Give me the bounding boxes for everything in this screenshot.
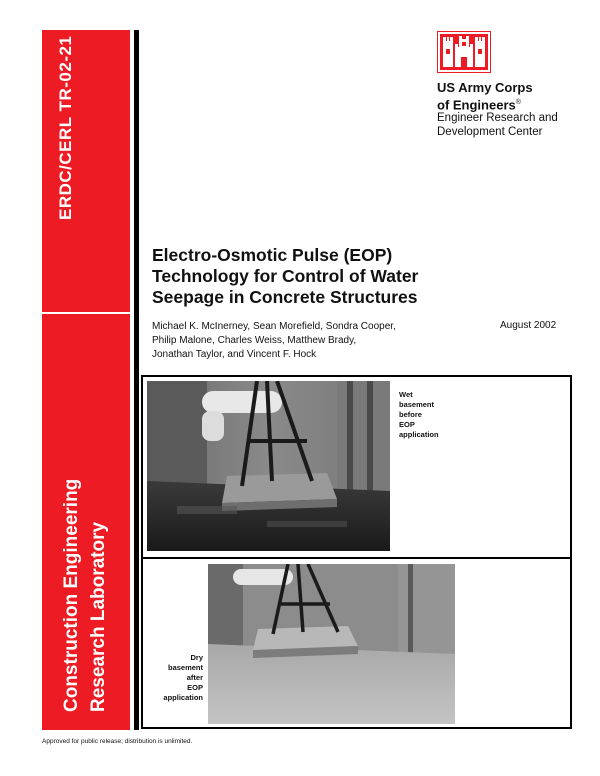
- registered-mark: ®: [515, 99, 521, 106]
- title-line1: Electro-Osmotic Pulse (EOP): [152, 245, 393, 265]
- release-statement: Approved for public release; distribution is unlimited.: [42, 738, 193, 745]
- vertical-rule: [134, 30, 139, 730]
- authors-line2: Philip Malone, Charles Weiss, Matthew Brady,: [152, 335, 357, 346]
- authors-line3: Jonathan Taylor, and Vincent F. Hock: [152, 349, 317, 360]
- wet-caption-line: application: [399, 430, 439, 439]
- dry-caption-line: application: [163, 693, 203, 702]
- report-title: [152, 245, 482, 308]
- castle-logo-icon: [437, 31, 491, 73]
- title-line3: Seepage in Concrete Structures: [152, 287, 418, 307]
- wet-caption-line: before: [399, 410, 422, 419]
- lab-name-line1: Construction Engineering: [61, 478, 82, 712]
- lab-name: [58, 412, 112, 712]
- sidebar-divider: [42, 312, 130, 314]
- report-number: ERDC/CERL TR-02-21: [56, 35, 75, 220]
- dry-basement-photo: [208, 564, 455, 724]
- photo-divider: [141, 557, 572, 559]
- authors-line1: Michael K. McInerney, Sean Morefield, Sondra Cooper,: [152, 321, 396, 332]
- title-line2: Technology for Control of Water: [152, 266, 419, 286]
- org-name-line1: US Army Corps: [437, 80, 533, 95]
- dry-caption-line: after: [186, 673, 203, 682]
- wet-basement-photo: [147, 381, 390, 551]
- org-name-line2: [437, 95, 533, 112]
- dry-caption-line: EOP: [187, 683, 203, 692]
- org-subtitle-line2: Development Center: [437, 126, 543, 138]
- wet-caption: [399, 390, 459, 440]
- org-subtitle: [437, 111, 558, 139]
- org-subtitle-line1: Engineer Research and: [437, 112, 558, 124]
- org-name: [437, 80, 533, 112]
- wet-caption-line: EOP: [399, 420, 415, 429]
- dry-caption-line: basement: [167, 663, 203, 672]
- dry-caption: [145, 653, 203, 703]
- wet-caption-line: basement: [399, 400, 435, 409]
- lab-name-line2: Research Laboratory: [88, 521, 109, 712]
- report-date: August 2002: [500, 320, 557, 331]
- dry-caption-line: Dry: [190, 653, 203, 662]
- wet-caption-line: Wet: [399, 390, 413, 399]
- org-name-line2-text: of Engineers: [437, 97, 516, 113]
- authors: [152, 320, 492, 362]
